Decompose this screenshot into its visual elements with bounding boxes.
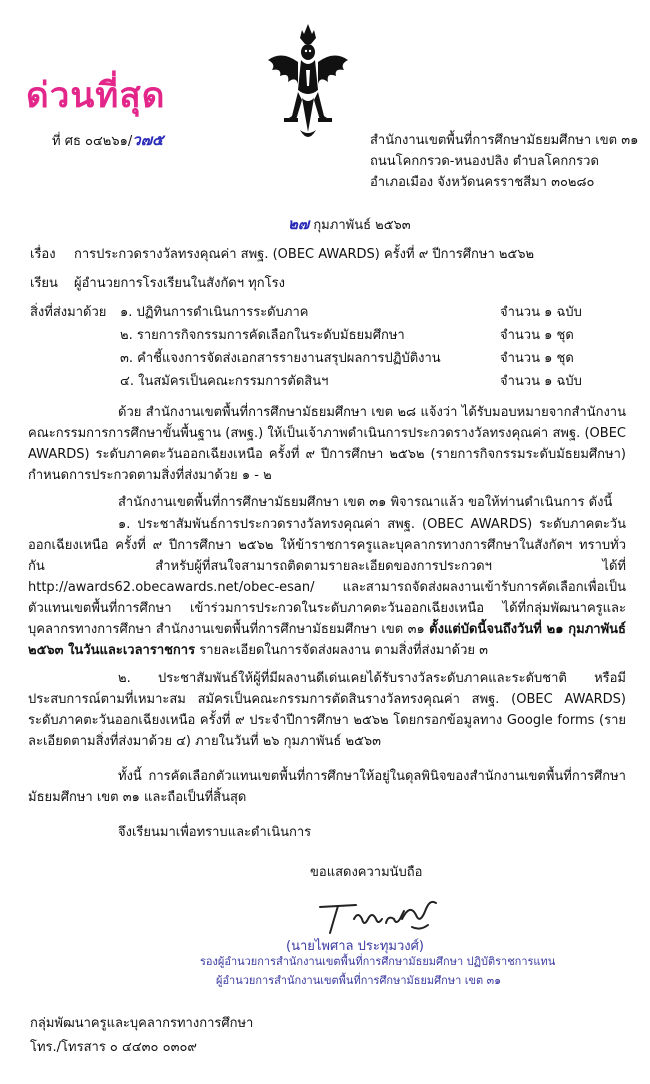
- attachment-item-2: ๒. รายการกิจกรรมการคัดเลือกในระดับมัธยมศึกษา: [120, 328, 405, 343]
- letter-date: [288, 216, 411, 234]
- attachment-qty-2: จำนวน ๑ ชุด: [500, 328, 574, 343]
- body-paragraph-4: [28, 668, 626, 752]
- body-paragraph-1: [28, 402, 626, 486]
- paragraph-text: ๑. ประชาสัมพันธ์การประกวดรางวัลทรงคุณค่า สพฐ. (OBEC AWARDS) ระดับภาคตะวันออกเฉียงเหนือ ครั้งที่ ๙ ปีการศึกษา ๒๕๖๒ ให้ข้าราชการครูและบุคลากรทางการศึกษาในสังกัดฯ ทราบทั่วกัน สำหรับผู้ที่สนใจสามารถติดตามรายละเอียดของการประกวดฯ ได้ที่ http://awards62.obecawards.net/obec-esan/ และสามารถจัดส่งผลงานเข้ารับการคัดเลือกเพื่อเป็นตัวแทนเขตพื้นที่การศึกษา เข้าร่วมการประกวดในระดับภาคตะวันออกเฉียงเหนือ ได้ที่กลุ่มพัฒนาครูและบุคลากรทางการศึกษา สำนักงานเขตพื้นที่การศึกษามัธยมศึกษา เขต ๓๑: [28, 517, 626, 637]
- office-line-3: อำเภอเมือง จังหวัดนครราชสีมา ๓๐๒๘๐: [370, 175, 595, 190]
- date-month-year: กุมภาพันธ์ ๒๕๖๓: [313, 218, 411, 233]
- attachment-qty-4: จำนวน ๑ ฉบับ: [500, 374, 582, 389]
- reference-handwritten: ว๗๕: [132, 131, 164, 149]
- urgency-stamp: ด่วนที่สุด: [26, 76, 166, 116]
- signer-name: (นายไพศาล ประทุมวงศ์): [286, 939, 424, 954]
- subject-text: การประกวดรางวัลทรงคุณค่า สพฐ. (OBEC AWARDS) ครั้งที่ ๙ ปีการศึกษา ๒๕๖๒: [74, 247, 535, 262]
- reference-value: ๐๔๒๖๑/: [85, 134, 133, 149]
- paragraph-text: ๒. ประชาสัมพันธ์ให้ผู้ที่มีผลงานดีเด่นเคยได้รับรางวัลระดับภาคและระดับชาติ หรือมีประสบการณ์ตามที่เหมาะสม สมัครเป็นคณะกรรมการตัดสินรางวัลทรงคุณค่า สพฐ. (OBEC AWARDS) ระดับภาคตะวันออกเฉียงเหนือ ครั้งที่ ๙ ประจำปีการศึกษา ๒๕๖๒ โดยกรอกข้อมูลทาง Google forms (รายละเอียดตามสิ่งที่ส่งมาด้วย ๔) ภายในวันที่ ๒๖ กุมภาพันธ์ ๒๕๖๓: [28, 671, 626, 749]
- reference-label: ที่ ศธ: [52, 134, 81, 149]
- paragraph-text: สำนักงานเขตพื้นที่การศึกษามัธยมศึกษา เขต ๓๑ พิจารณาแล้ว ขอให้ท่านดำเนินการ ดังนี้: [118, 495, 613, 510]
- subject-label: เรื่อง: [30, 247, 56, 262]
- paragraph-text: ด้วย สำนักงานเขตพื้นที่การศึกษามัธยมศึกษา เขต ๒๘ แจ้งว่า ได้รับมอบหมายจากสำนักงานคณะกรรมการการศึกษาขั้นพื้นฐาน (สพฐ.) ให้เป็นเจ้าภาพดำเนินการประกวดรางวัลทรงคุณค่า สพฐ. (OBEC AWARDS) ระดับภาคตะวันออกเฉียงเหนือ ครั้งที่ ๙ ปีการศึกษา ๒๕๖๒ (รายการกิจกรรมระดับมัธยมศึกษา) กำหนดการประกวดตามสิ่งที่ส่งมาด้วย ๑ - ๒: [28, 405, 626, 483]
- attachment-qty-1: จำนวน ๑ ฉบับ: [500, 305, 582, 320]
- body-paragraph-5: [28, 766, 626, 808]
- attachment-qty-3: จำนวน ๑ ชุด: [500, 351, 574, 366]
- attachment-item-3: ๓. คำชี้แจงการจัดส่งเอกสารรายงานสรุปผลการปฏิบัติงาน: [120, 351, 441, 366]
- paragraph-text: รายละเอียดในการจัดส่งผลงาน ตามสิ่งที่ส่งมาด้วย ๓: [199, 643, 489, 658]
- handwritten-signature: [316, 889, 441, 939]
- date-day: ๒๗: [288, 215, 310, 233]
- office-line-2: ถนนโคกกรวด-หนองปลิง ตำบลโคกกรวด: [370, 154, 599, 169]
- body-paragraph-2: [28, 492, 626, 513]
- addressee-label: เรียน: [30, 276, 58, 291]
- reference-number: [52, 132, 163, 150]
- attachments-label: สิ่งที่ส่งมาด้วย: [30, 305, 107, 320]
- paragraph-text: ทั้งนี้ การคัดเลือกตัวแทนเขตพื้นที่การศึกษาให้อยู่ในดุลพินิจของสำนักงานเขตพื้นที่การศึกษามัธยมศึกษา เขต ๓๑ และถือเป็นที่สิ้นสุด: [28, 769, 626, 805]
- closing-salutation: ขอแสดงความนับถือ: [310, 865, 423, 880]
- garuda-emblem-icon: [262, 20, 354, 148]
- addressee-text: ผู้อำนวยการโรงเรียนในสังกัดฯ ทุกโรง: [74, 276, 285, 291]
- paragraph-text: จึงเรียนมาเพื่อทราบและดำเนินการ: [118, 825, 312, 840]
- signer-title-1: รองผู้อำนวยการสำนักงานเขตพื้นที่การศึกษามัธยมศึกษา ปฏิบัติราชการแทน: [200, 955, 556, 968]
- footer-department: กลุ่มพัฒนาครูและบุคลากรทางการศึกษา: [30, 1016, 254, 1031]
- body-paragraph-3: [28, 514, 626, 661]
- signer-title-2: ผู้อำนวยการสำนักงานเขตพื้นที่การศึกษามัธยมศึกษา เขต ๓๑: [216, 974, 502, 987]
- deadline-emphasis: ตั้งแต่บัดนี้จนถึงวันที่ ๒๑ กุมภาพันธ์ ๒๕๖๓ ในวันและเวลาราชการ: [28, 622, 626, 658]
- attachment-item-4: ๔. ในสมัครเป็นคณะกรรมการตัดสินฯ: [120, 374, 329, 389]
- footer-phone: โทร./โทรสาร ๐ ๔๔๓๐ ๐๓๐๙: [30, 1040, 197, 1055]
- attachment-item-1: ๑. ปฏิทินการดำเนินการระดับภาค: [120, 305, 309, 320]
- body-paragraph-6: [28, 822, 626, 843]
- office-line-1: สำนักงานเขตพื้นที่การศึกษามัธยมศึกษา เขต ๓๑: [370, 133, 639, 148]
